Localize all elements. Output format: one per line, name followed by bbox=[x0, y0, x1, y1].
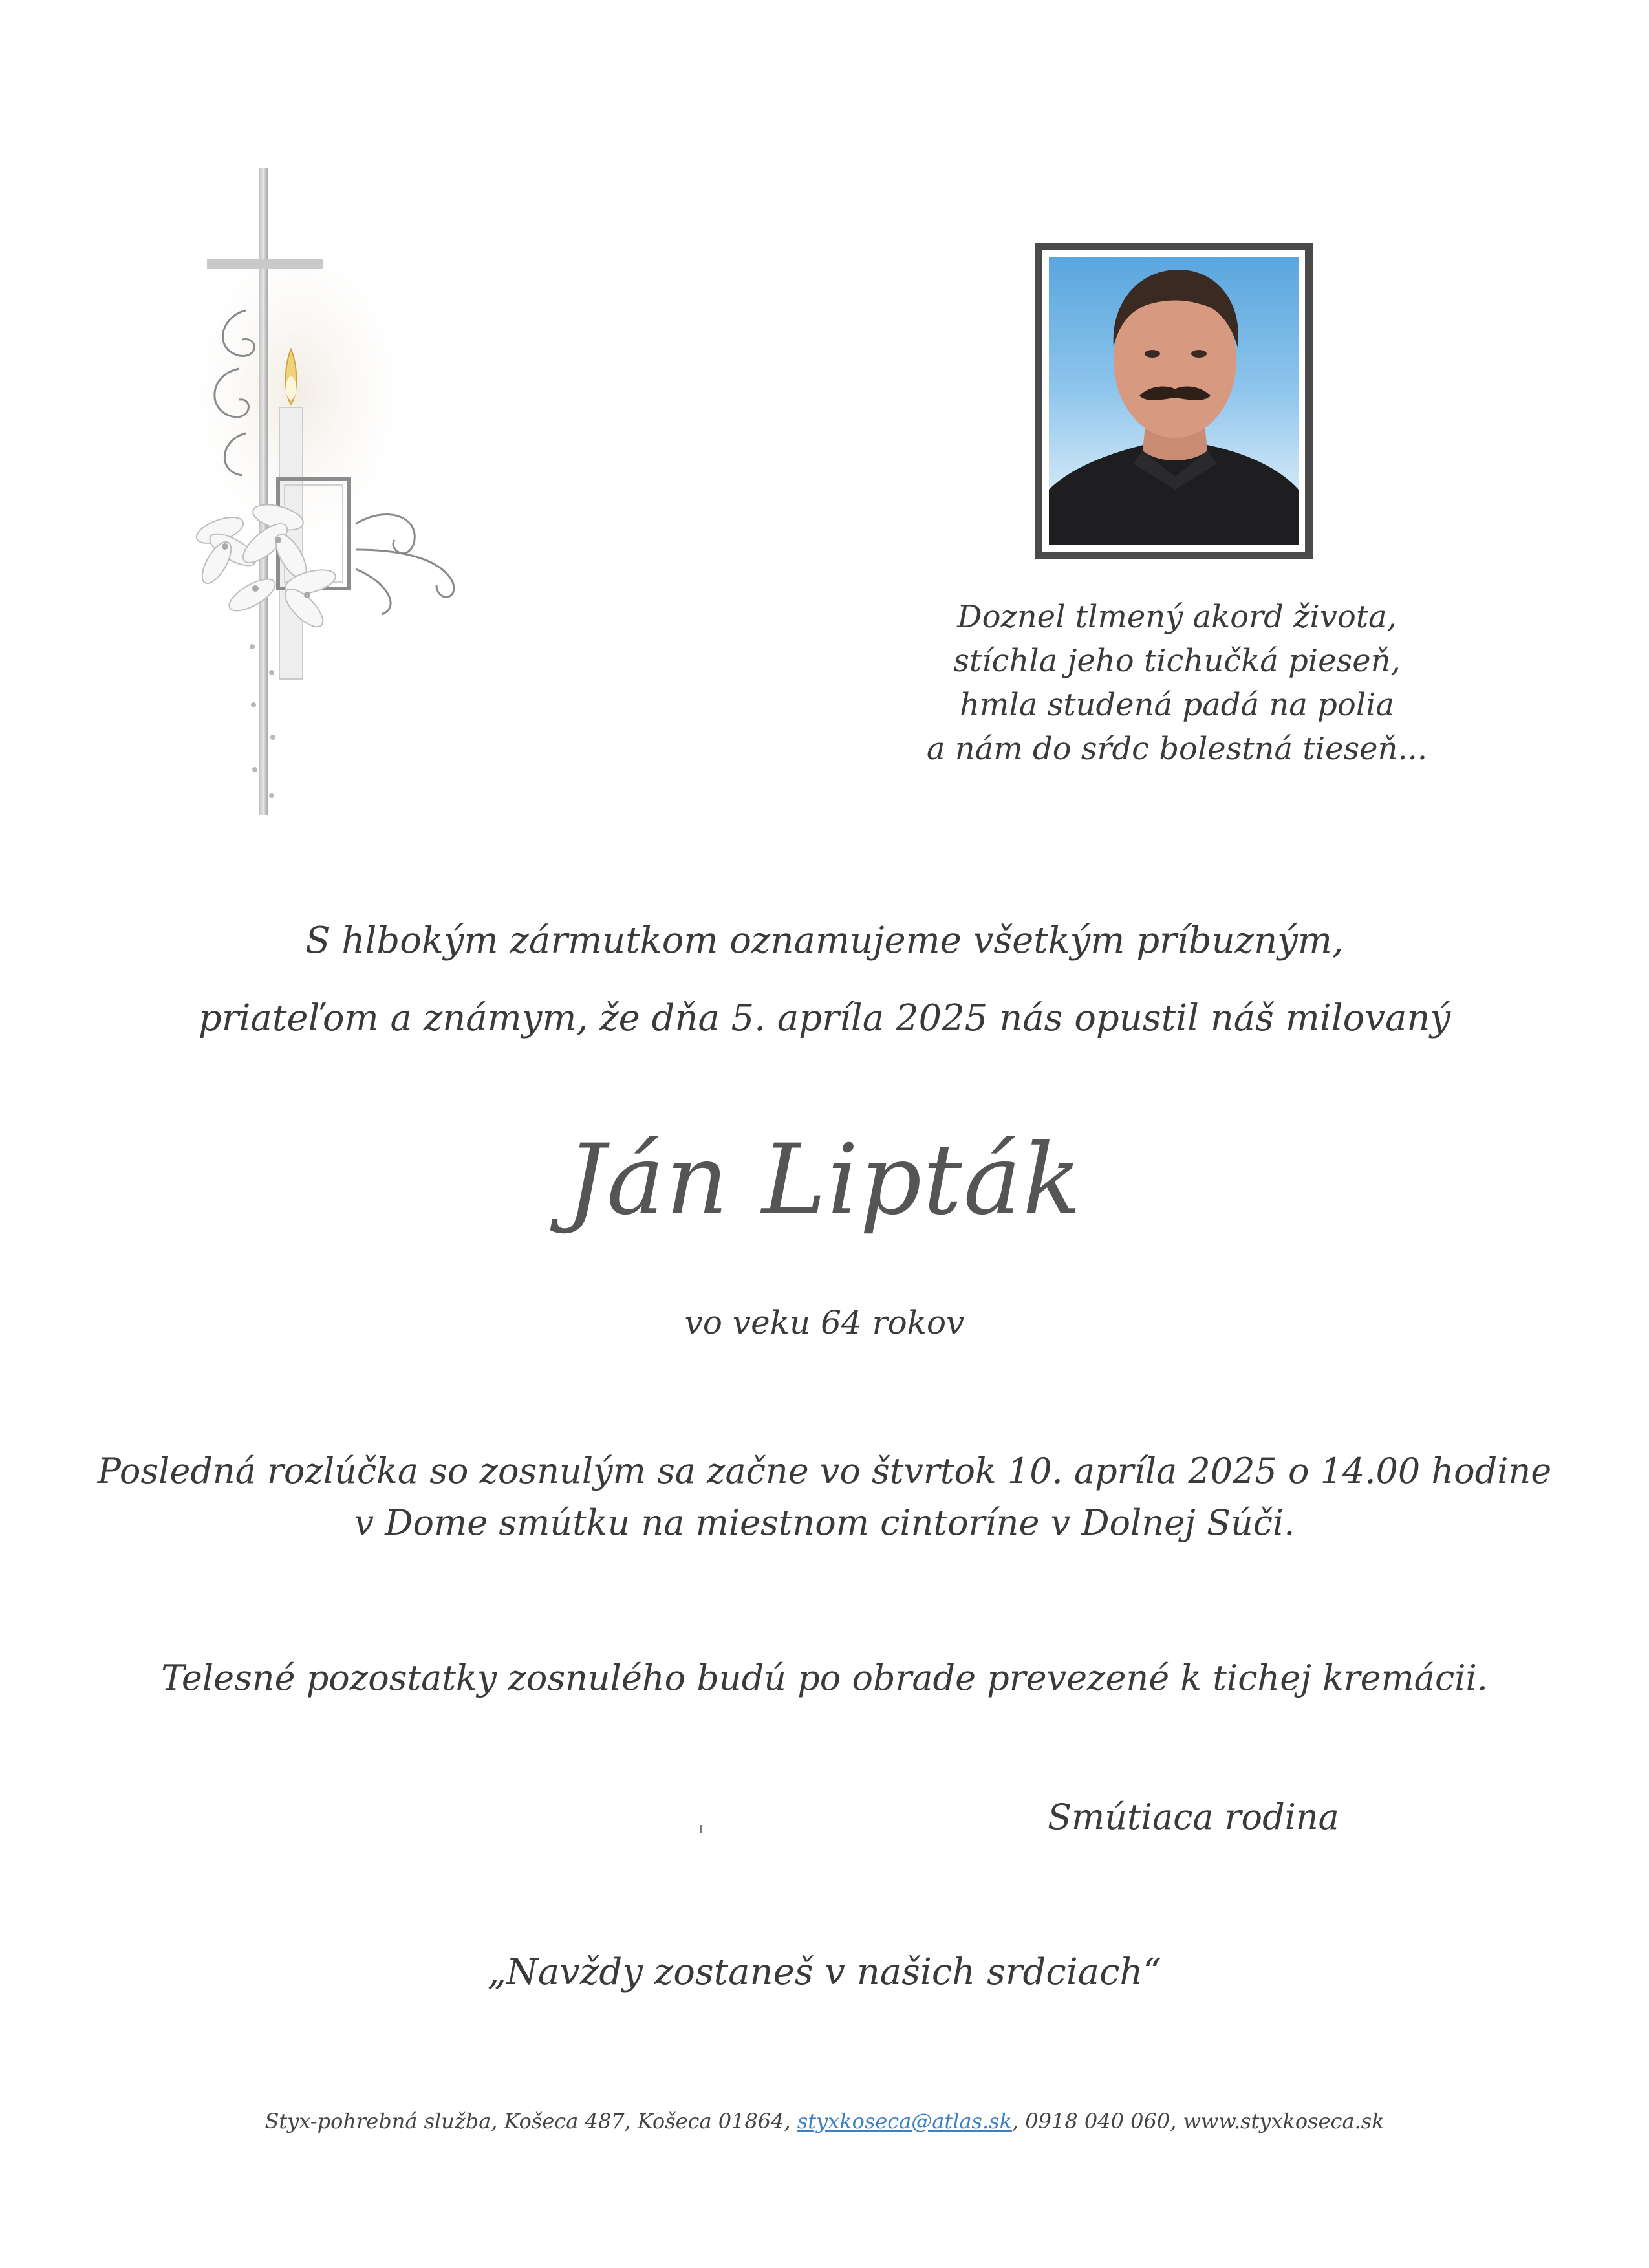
funeral-service-footer bbox=[0, 2105, 1649, 2137]
intro-line-2: priateľom a známym, že dňa 5. apríla 2025 nás opustil náš milovaný bbox=[198, 997, 1451, 1039]
poem-line: hmla studená padá na polia bbox=[959, 687, 1395, 723]
footer-address: Styx-pohrebná služba, Košeca 487, Košeca 01864, bbox=[264, 2109, 797, 2133]
scan-speck bbox=[700, 1825, 702, 1833]
portrait-photo bbox=[1049, 257, 1299, 545]
funeral-info bbox=[0, 1445, 1649, 1549]
portrait-illustration bbox=[1049, 257, 1299, 545]
cross-candle-flowers-decoration bbox=[181, 155, 485, 828]
memorial-motto: „Navždy zostaneš v našich srdciach“ bbox=[487, 1951, 1162, 1993]
portrait-frame bbox=[1035, 243, 1313, 559]
poem bbox=[892, 595, 1461, 771]
footer-contact: , 0918 040 060, www.styxkoseca.sk bbox=[1011, 2109, 1385, 2133]
announcement-intro bbox=[0, 902, 1649, 1057]
poem-line: Doznel tlmený akord života, bbox=[957, 599, 1397, 635]
footer-email-link[interactable]: styxkoseca@atlas.sk bbox=[797, 2109, 1012, 2133]
poem-line: stíchla jeho tichučká pieseň, bbox=[953, 643, 1401, 679]
remains-info: Telesné pozostatky zosnulého budú po obrade prevezené k tichej kremácii. bbox=[161, 1658, 1488, 1698]
deceased-name: Ján Lipták bbox=[566, 1124, 1083, 1237]
deceased-age: vo veku 64 rokov bbox=[684, 1304, 965, 1341]
family-signature: Smútiaca rodina bbox=[1048, 1797, 1339, 1837]
funeral-line-2: v Dome smútku na miestnom cintoríne v Dolnej Súči. bbox=[354, 1502, 1295, 1543]
funeral-line-1: Posledná rozlúčka so zosnulým sa začne vo štvrtok 10. apríla 2025 o 14.00 hodine bbox=[97, 1451, 1552, 1491]
intro-line-1: S hlbokým zármutkom oznamujeme všetkým príbuzným, bbox=[305, 920, 1344, 962]
poem-line: a nám do sŕdc bolestná tieseň... bbox=[926, 731, 1428, 767]
